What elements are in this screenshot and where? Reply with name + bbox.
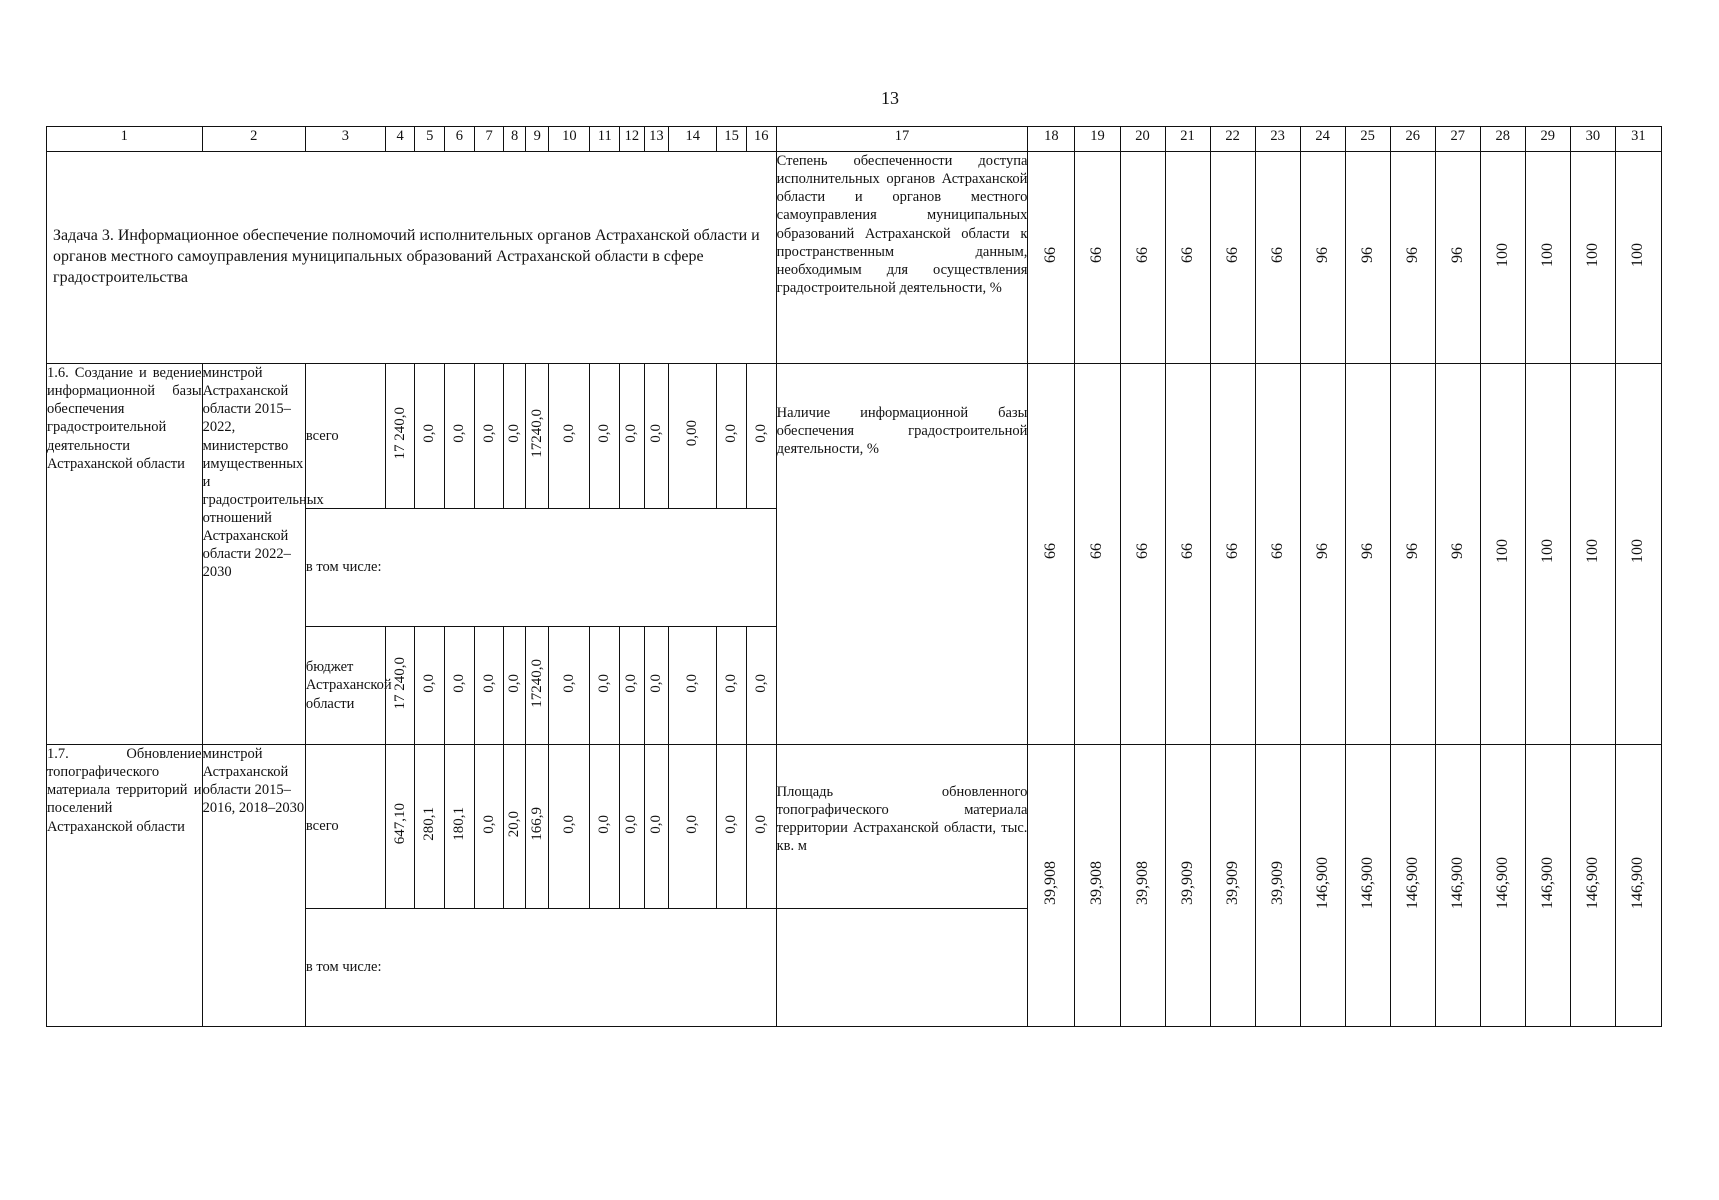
col-number: 17	[776, 127, 1028, 152]
target-cell	[1075, 745, 1120, 1027]
row17-incl-label: в том числе:	[305, 909, 776, 1027]
col-number: 31	[1615, 127, 1661, 152]
target-cell	[1615, 152, 1661, 364]
page-number: 13	[881, 88, 899, 108]
col-number: 20	[1120, 127, 1165, 152]
task3-row	[47, 152, 1662, 364]
col-number: 19	[1075, 127, 1120, 152]
finance-value: 0,0	[684, 673, 701, 693]
target-cell	[1570, 364, 1615, 745]
target-value: 146,900	[1583, 856, 1601, 909]
finance-cell	[590, 627, 620, 745]
finance-cell	[620, 364, 645, 509]
target-cell	[1615, 745, 1661, 1027]
col-number: 26	[1390, 127, 1435, 152]
target-value: 39,909	[1178, 860, 1196, 905]
finance-cell	[717, 745, 747, 909]
finance-value: 0,0	[596, 673, 613, 693]
finance-value: 0,0	[752, 673, 769, 693]
finance-value: 0,0	[623, 814, 640, 834]
col-number: 5	[415, 127, 445, 152]
col-number: 13	[644, 127, 669, 152]
finance-value: 0,0	[648, 424, 665, 443]
col-number: 11	[590, 127, 620, 152]
finance-cell	[525, 745, 549, 909]
target-value: 39,909	[1223, 860, 1241, 905]
finance-value: 17240,0	[528, 658, 545, 708]
finance-value: 0,0	[480, 424, 497, 443]
row16-incl-label: в том числе:	[305, 509, 776, 627]
target-cell	[1120, 745, 1165, 1027]
finance-cell	[746, 364, 776, 509]
target-cell	[1075, 152, 1120, 364]
col-number: 2	[202, 127, 305, 152]
finance-cell	[620, 627, 645, 745]
row17-name: 1.7. Обновление топографического материала территорий и поселений Астраханской области	[47, 745, 203, 1027]
finance-cell	[525, 627, 549, 745]
target-cell	[1075, 364, 1120, 745]
col-number: 1	[47, 127, 203, 152]
target-cell	[1390, 152, 1435, 364]
finance-cell	[415, 627, 445, 745]
finance-cell	[549, 627, 590, 745]
target-cell	[1480, 364, 1525, 745]
finance-cell	[385, 364, 415, 509]
finance-value: 0,0	[723, 673, 740, 693]
target-cell	[1300, 364, 1345, 745]
target-cell	[1615, 364, 1661, 745]
col-number: 24	[1300, 127, 1345, 152]
target-cell	[1525, 152, 1570, 364]
finance-cell	[717, 627, 747, 745]
target-value: 96	[1403, 246, 1421, 263]
target-cell	[1120, 364, 1165, 745]
target-cell	[1480, 152, 1525, 364]
target-value: 96	[1448, 246, 1466, 263]
row17-total	[47, 745, 1662, 909]
target-cell	[1255, 364, 1300, 745]
row17-total-label: всего	[305, 745, 385, 909]
target-cell	[1345, 745, 1390, 1027]
row17-executor: минстрой Астраханской области 2015–2016, 2018–2030	[202, 745, 305, 1027]
finance-cell	[590, 745, 620, 909]
target-value: 100	[1538, 242, 1556, 267]
finance-value: 0,0	[480, 814, 497, 834]
row16-indicator: Наличие информационной базы обеспечения градостроительной деятельности, %	[776, 364, 1028, 745]
target-cell	[1435, 152, 1480, 364]
target-value: 96	[1313, 543, 1331, 560]
finance-cell	[385, 745, 415, 909]
col-number: 4	[385, 127, 415, 152]
target-value: 66	[1178, 543, 1196, 560]
finance-value: 0,0	[752, 424, 769, 443]
finance-cell	[525, 364, 549, 509]
target-value: 96	[1313, 246, 1331, 263]
target-cell	[1525, 364, 1570, 745]
finance-value: 280,1	[421, 807, 438, 841]
finance-cell	[445, 745, 475, 909]
finance-value: 0,0	[421, 424, 438, 443]
col-number: 8	[504, 127, 525, 152]
target-value: 66	[1268, 543, 1286, 560]
target-value: 100	[1493, 242, 1511, 267]
target-value: 66	[1042, 543, 1060, 560]
target-cell	[1525, 745, 1570, 1027]
target-value: 96	[1358, 246, 1376, 263]
finance-value: 17 240,0	[391, 407, 408, 460]
target-cell	[1345, 364, 1390, 745]
finance-cell	[669, 627, 717, 745]
col-number: 25	[1345, 127, 1390, 152]
finance-cell	[549, 364, 590, 509]
target-cell	[1390, 364, 1435, 745]
finance-value: 0,0	[506, 673, 523, 693]
finance-cell	[746, 627, 776, 745]
target-cell	[1210, 364, 1255, 745]
target-cell	[1570, 152, 1615, 364]
target-value: 66	[1088, 246, 1106, 263]
col-number: 3	[305, 127, 385, 152]
finance-value: 0,0	[752, 814, 769, 834]
finance-value: 0,0	[561, 673, 578, 693]
target-cell	[1165, 152, 1210, 364]
col-number: 21	[1165, 127, 1210, 152]
target-cell	[1300, 745, 1345, 1027]
finance-value: 647,10	[391, 803, 408, 845]
finance-cell	[474, 745, 504, 909]
target-value: 100	[1629, 539, 1647, 564]
finance-value: 0,0	[561, 424, 578, 443]
finance-cell	[504, 745, 525, 909]
finance-cell	[415, 364, 445, 509]
finance-value: 0,0	[684, 814, 701, 834]
col-number: 23	[1255, 127, 1300, 152]
target-cell	[1028, 745, 1075, 1027]
finance-cell	[549, 745, 590, 909]
finance-cell	[415, 745, 445, 909]
target-value: 96	[1448, 543, 1466, 560]
target-cell	[1300, 152, 1345, 364]
row16-name: 1.6. Создание и ведение информационной базы обеспечения градостроительной деятельности Астраханской области	[47, 364, 203, 745]
target-cell	[1165, 364, 1210, 745]
finance-cell	[644, 627, 669, 745]
finance-cell	[644, 364, 669, 509]
program-table	[46, 126, 1662, 1027]
target-value: 39,908	[1133, 860, 1151, 905]
row16-total	[47, 364, 1662, 509]
target-value: 96	[1403, 543, 1421, 560]
target-cell	[1570, 745, 1615, 1027]
finance-value: 17 240,0	[391, 656, 408, 710]
finance-value: 0,0	[451, 424, 468, 443]
col-number: 6	[445, 127, 475, 152]
target-value: 66	[1223, 246, 1241, 263]
finance-value: 0,0	[623, 673, 640, 693]
finance-cell	[669, 745, 717, 909]
finance-cell	[644, 745, 669, 909]
finance-value: 0,0	[451, 673, 468, 693]
finance-value: 0,0	[596, 814, 613, 834]
target-cell	[1210, 152, 1255, 364]
finance-value: 166,9	[528, 807, 545, 841]
row17-indicator-empty	[776, 909, 1028, 1027]
target-cell	[1435, 364, 1480, 745]
finance-value: 0,0	[561, 814, 578, 834]
target-value: 66	[1133, 246, 1151, 263]
finance-cell	[717, 364, 747, 509]
finance-value: 0,0	[596, 424, 613, 443]
target-cell	[1028, 152, 1075, 364]
target-value: 100	[1583, 242, 1601, 267]
finance-value: 180,1	[451, 807, 468, 841]
finance-cell	[445, 364, 475, 509]
target-value: 146,900	[1538, 856, 1556, 909]
target-cell	[1120, 152, 1165, 364]
row16-total-label: всего	[305, 364, 385, 509]
target-value: 66	[1133, 543, 1151, 560]
col-number: 18	[1028, 127, 1075, 152]
target-value: 66	[1268, 246, 1286, 263]
col-number: 16	[746, 127, 776, 152]
target-value: 146,900	[1493, 856, 1511, 909]
finance-cell	[620, 745, 645, 909]
finance-cell	[474, 627, 504, 745]
finance-cell	[504, 364, 525, 509]
target-cell	[1480, 745, 1525, 1027]
target-value: 100	[1538, 539, 1556, 564]
col-number: 12	[620, 127, 645, 152]
col-number: 22	[1210, 127, 1255, 152]
target-value: 146,900	[1629, 856, 1647, 909]
col-number: 7	[474, 127, 504, 152]
target-value: 100	[1493, 539, 1511, 564]
finance-cell	[445, 627, 475, 745]
target-cell	[1390, 745, 1435, 1027]
task3-indicator: Степень обеспеченности доступа исполнительных органов Астраханской области и органов местного самоуправления муниципальных образований Астраханской области к пространственным данным, необходимым для осуществления градостроительной деятельности, %	[776, 152, 1028, 364]
col-number: 9	[525, 127, 549, 152]
column-number-row	[47, 127, 1662, 152]
finance-cell	[504, 627, 525, 745]
col-number: 29	[1525, 127, 1570, 152]
row16-executor: минстрой Астраханской области 2015–2022, министерство имущественных и градостроительных отношений Астраханской области 2022–2030	[202, 364, 305, 745]
target-cell	[1435, 745, 1480, 1027]
target-value: 39,908	[1042, 860, 1060, 905]
target-cell	[1345, 152, 1390, 364]
target-cell	[1255, 745, 1300, 1027]
target-value: 66	[1042, 246, 1060, 263]
target-value: 146,900	[1448, 856, 1466, 909]
target-value: 39,909	[1268, 860, 1286, 905]
finance-value: 0,0	[623, 424, 640, 443]
target-value: 146,900	[1403, 856, 1421, 909]
finance-value: 0,0	[648, 814, 665, 834]
finance-value: 0,0	[506, 424, 523, 443]
finance-cell	[669, 364, 717, 509]
target-value: 146,900	[1313, 856, 1331, 909]
row17-indicator: Площадь обновленного топографического материала территории Астраханской области, тыс. кв. м	[776, 745, 1028, 909]
col-number: 15	[717, 127, 747, 152]
col-number: 30	[1570, 127, 1615, 152]
finance-value: 0,0	[480, 673, 497, 693]
col-number: 28	[1480, 127, 1525, 152]
target-value: 100	[1583, 539, 1601, 564]
finance-value: 0,0	[421, 673, 438, 693]
finance-cell	[474, 364, 504, 509]
target-value: 66	[1178, 246, 1196, 263]
target-value: 100	[1629, 242, 1647, 267]
finance-cell	[590, 364, 620, 509]
finance-value: 0,0	[648, 673, 665, 693]
target-cell	[1255, 152, 1300, 364]
target-value: 146,900	[1358, 856, 1376, 909]
col-number: 27	[1435, 127, 1480, 152]
finance-value: 0,00	[684, 420, 701, 447]
target-value: 66	[1223, 543, 1241, 560]
col-number: 14	[669, 127, 717, 152]
row16-budget-label: бюджет Астраханской области	[305, 627, 385, 745]
col-number: 10	[549, 127, 590, 152]
target-cell	[1028, 364, 1075, 745]
target-value: 96	[1358, 543, 1376, 560]
target-value: 66	[1088, 543, 1106, 560]
target-value: 39,908	[1088, 860, 1106, 905]
finance-value: 17240,0	[528, 409, 545, 458]
task3-title: Задача 3. Информационное обеспечение полномочий исполнительных органов Астраханской области и органов местного самоуправления муниципальных образований Астраханской области в сфере градостроительства	[47, 152, 777, 364]
target-cell	[1165, 745, 1210, 1027]
target-cell	[1210, 745, 1255, 1027]
finance-value: 0,0	[723, 424, 740, 443]
finance-cell	[746, 745, 776, 909]
finance-value: 0,0	[723, 814, 740, 834]
finance-value: 20,0	[506, 810, 523, 838]
